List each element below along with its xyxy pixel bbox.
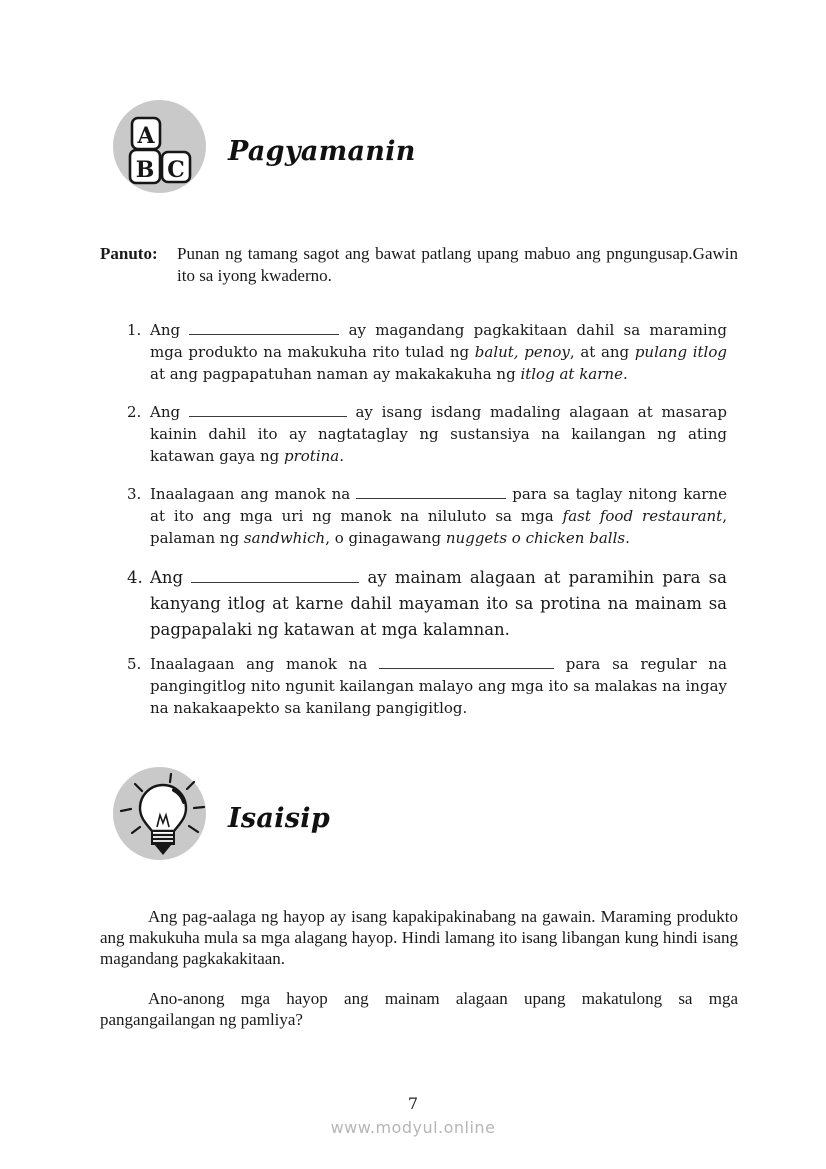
question-item [127, 483, 727, 549]
page-footer [0, 1094, 826, 1137]
question-number: 5. [127, 655, 142, 673]
text-segment: , at ang [569, 343, 635, 361]
page-number: 7 [407, 1094, 419, 1113]
italic-term: nuggets o chicken balls [445, 529, 626, 547]
body-paragraph: Ang pag-aalaga ng hayop ay isang kapakipakinabang na gawain. Maraming produkto ang makukuha mula sa mga alagang hayop. Hindi lamang ito isang libangan kung hindi isang magandang pagkakakitaan. [100, 907, 738, 968]
text-segment: Ang [150, 321, 190, 339]
question-text [150, 483, 727, 549]
text-segment: ay magandang pagkakitaan dahil sa maraming mga produkto na makukuha rito tulad ng [150, 321, 727, 361]
text-segment: para sa taglay nitong karne at ito ang mga uri ng manok na niluluto sa mga [150, 485, 727, 525]
body-paragraph: Ano-anong mga hayop ang mainam alagaan upang makatulong sa mga pangangailangan ng pamliya? [100, 989, 738, 1029]
text-segment: . [622, 365, 628, 383]
text-segment: Inaalagaan ang manok na [150, 485, 357, 503]
question-item [127, 319, 727, 385]
italic-term: balut, penoy [474, 343, 570, 361]
italic-term: protina [283, 447, 340, 465]
answer-blank [189, 321, 339, 335]
answer-blank [189, 403, 347, 417]
question-number: 3. [127, 485, 142, 503]
italic-term: itlog at karne [520, 365, 623, 383]
italic-term: sandwhich [243, 529, 326, 547]
italic-term: fast food restaurant [562, 507, 723, 525]
question-number: 2. [127, 403, 142, 421]
block-letter-b: B [135, 157, 155, 183]
isaisip-title: Isaisip [228, 803, 331, 834]
text-segment: at ang pagpapatuhan naman ay makakakuha ng [150, 365, 521, 383]
block-letter-c: C [167, 157, 185, 183]
text-segment: Ang [150, 403, 189, 421]
question-number: 4. [127, 568, 143, 587]
text-segment: Ang [150, 568, 192, 587]
lightbulb-icon [113, 767, 206, 860]
answer-blank [191, 568, 359, 583]
text-segment: ay isang isdang madaling alagaan at masarap kainin dahil ito ay nagtataglay ng sustansiya na kailangan ng ating katawan gaya ng [150, 403, 727, 465]
text-segment: ay mainam alagaan at paramihin para sa kanyang itlog at karne dahil mayaman ito sa protina na mainam sa pagpapalaki ng katawan at mga kalamnan. [150, 568, 727, 639]
block-letter-a: A [137, 123, 155, 149]
instructions-text: Punan ng tamang sagot ang bawat patlang upang mabuo ang pngungusap.Gawin ito sa iyong kwaderno. [177, 244, 738, 285]
isaisip-paragraphs [100, 906, 738, 1030]
pagyamanin-header [113, 0, 826, 193]
question-list [127, 319, 727, 719]
abc-blocks-icon [113, 100, 206, 193]
text-segment: Inaalagaan ang manok na [150, 655, 379, 673]
question-number: 1. [127, 321, 142, 339]
text-segment: , o ginagawang [325, 529, 446, 547]
answer-blank [356, 485, 506, 499]
text-segment: , palaman ng [150, 507, 727, 547]
text-segment: para sa regular na pangingitlog nito ngunit kailangan malayo ang mga ito sa malakas na ingay na nakakaapekto sa kanilang pangigitlog. [150, 655, 727, 717]
text-segment: . [625, 529, 630, 547]
italic-term: pulang itlog [634, 343, 727, 361]
question-text [150, 653, 727, 719]
answer-blank [379, 655, 554, 669]
question-text [150, 565, 727, 643]
isaisip-header [113, 767, 826, 860]
instructions [100, 243, 738, 287]
question-item [127, 565, 727, 643]
question-text [150, 319, 727, 385]
question-item [127, 653, 727, 719]
website-watermark: www.modyul.online [330, 1118, 496, 1137]
pagyamanin-title: Pagyamanin [228, 136, 416, 167]
question-text [150, 401, 727, 467]
text-segment: . [339, 447, 344, 465]
instructions-label: Panuto: [100, 244, 158, 263]
question-item [127, 401, 727, 467]
